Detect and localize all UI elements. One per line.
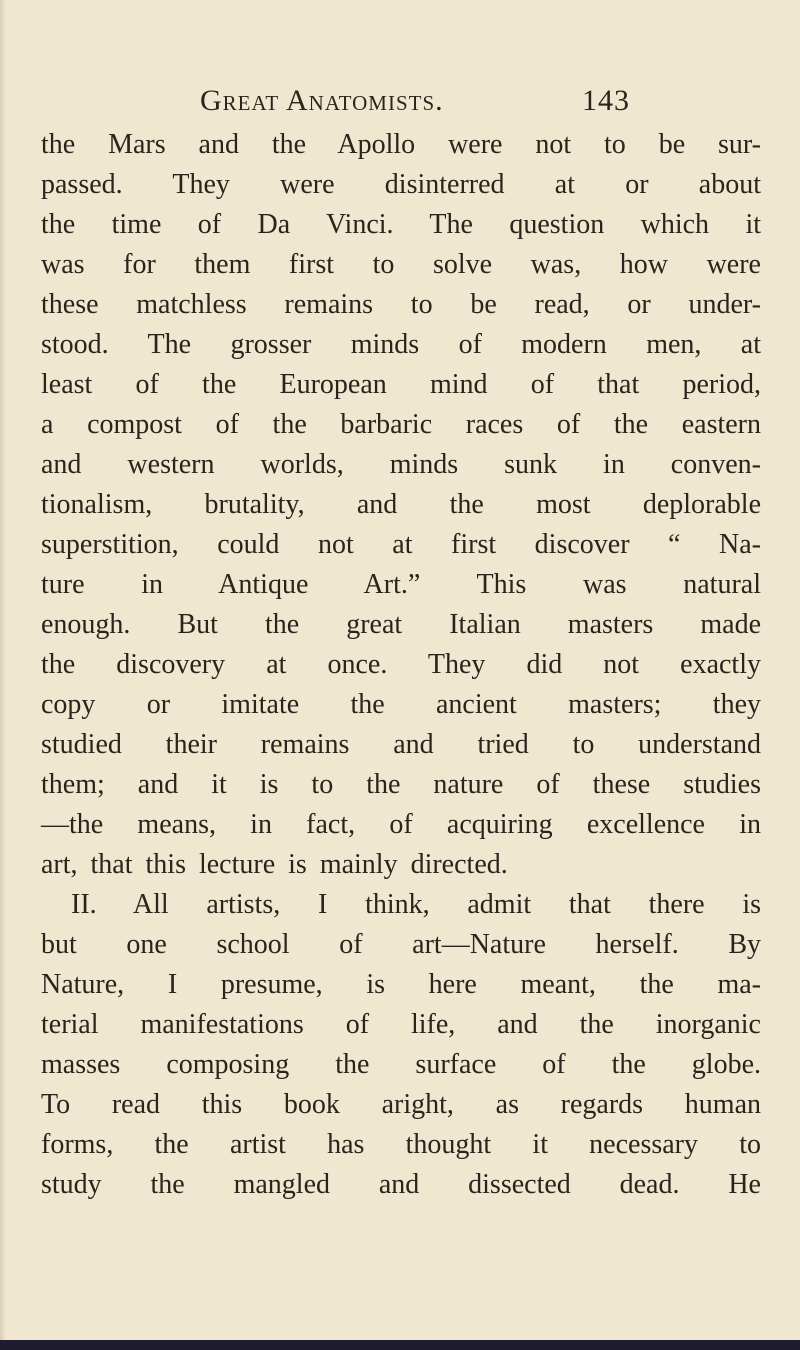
text-line: art, that this lecture is mainly directed. bbox=[41, 849, 508, 880]
scan-edge-strip bbox=[0, 1340, 800, 1350]
text-line: superstition, could not at first discover “ Na- bbox=[41, 529, 761, 560]
text-line: the Mars and the Apollo were not to be sur- bbox=[41, 129, 761, 160]
text-line: a compost of the barbaric races of the eastern bbox=[41, 409, 761, 440]
text-line: and western worlds, minds sunk in conven- bbox=[41, 449, 761, 480]
text-line: but one school of art—Nature herself. By bbox=[41, 929, 761, 960]
running-head bbox=[200, 84, 630, 124]
text-line: study the mangled and dissected dead. He bbox=[41, 1169, 761, 1200]
text-line: terial manifestations of life, and the inorganic bbox=[41, 1009, 761, 1040]
body-text bbox=[41, 125, 761, 1205]
text-line: ture in Antique Art.” This was natural bbox=[41, 569, 761, 600]
text-line: Nature, I presume, is here meant, the ma- bbox=[41, 969, 761, 1000]
text-line: forms, the artist has thought it necessary to bbox=[41, 1129, 761, 1160]
running-title: Great Anatomists. bbox=[200, 84, 444, 117]
text-line: studied their remains and tried to understand bbox=[41, 729, 761, 760]
text-line: copy or imitate the ancient masters; they bbox=[41, 689, 761, 720]
text-line: passed. They were disinterred at or about bbox=[41, 169, 761, 200]
text-line: them; and it is to the nature of these studies bbox=[41, 769, 761, 800]
text-line: tionalism, brutality, and the most deplorable bbox=[41, 489, 761, 520]
text-line: masses composing the surface of the globe. bbox=[41, 1049, 761, 1080]
text-line: the discovery at once. They did not exactly bbox=[41, 649, 761, 680]
text-line: —the means, in fact, of acquiring excellence in bbox=[41, 809, 761, 840]
text-line: the time of Da Vinci. The question which it bbox=[41, 209, 761, 240]
page-number: 143 bbox=[582, 84, 630, 117]
text-line: least of the European mind of that period, bbox=[41, 369, 761, 400]
text-line: stood. The grosser minds of modern men, at bbox=[41, 329, 761, 360]
text-line: II. All artists, I think, admit that there is bbox=[71, 889, 761, 920]
text-line: To read this book aright, as regards human bbox=[41, 1089, 761, 1120]
text-line: was for them first to solve was, how were bbox=[41, 249, 761, 280]
text-line: these matchless remains to be read, or under- bbox=[41, 289, 761, 320]
text-line: enough. But the great Italian masters made bbox=[41, 609, 761, 640]
